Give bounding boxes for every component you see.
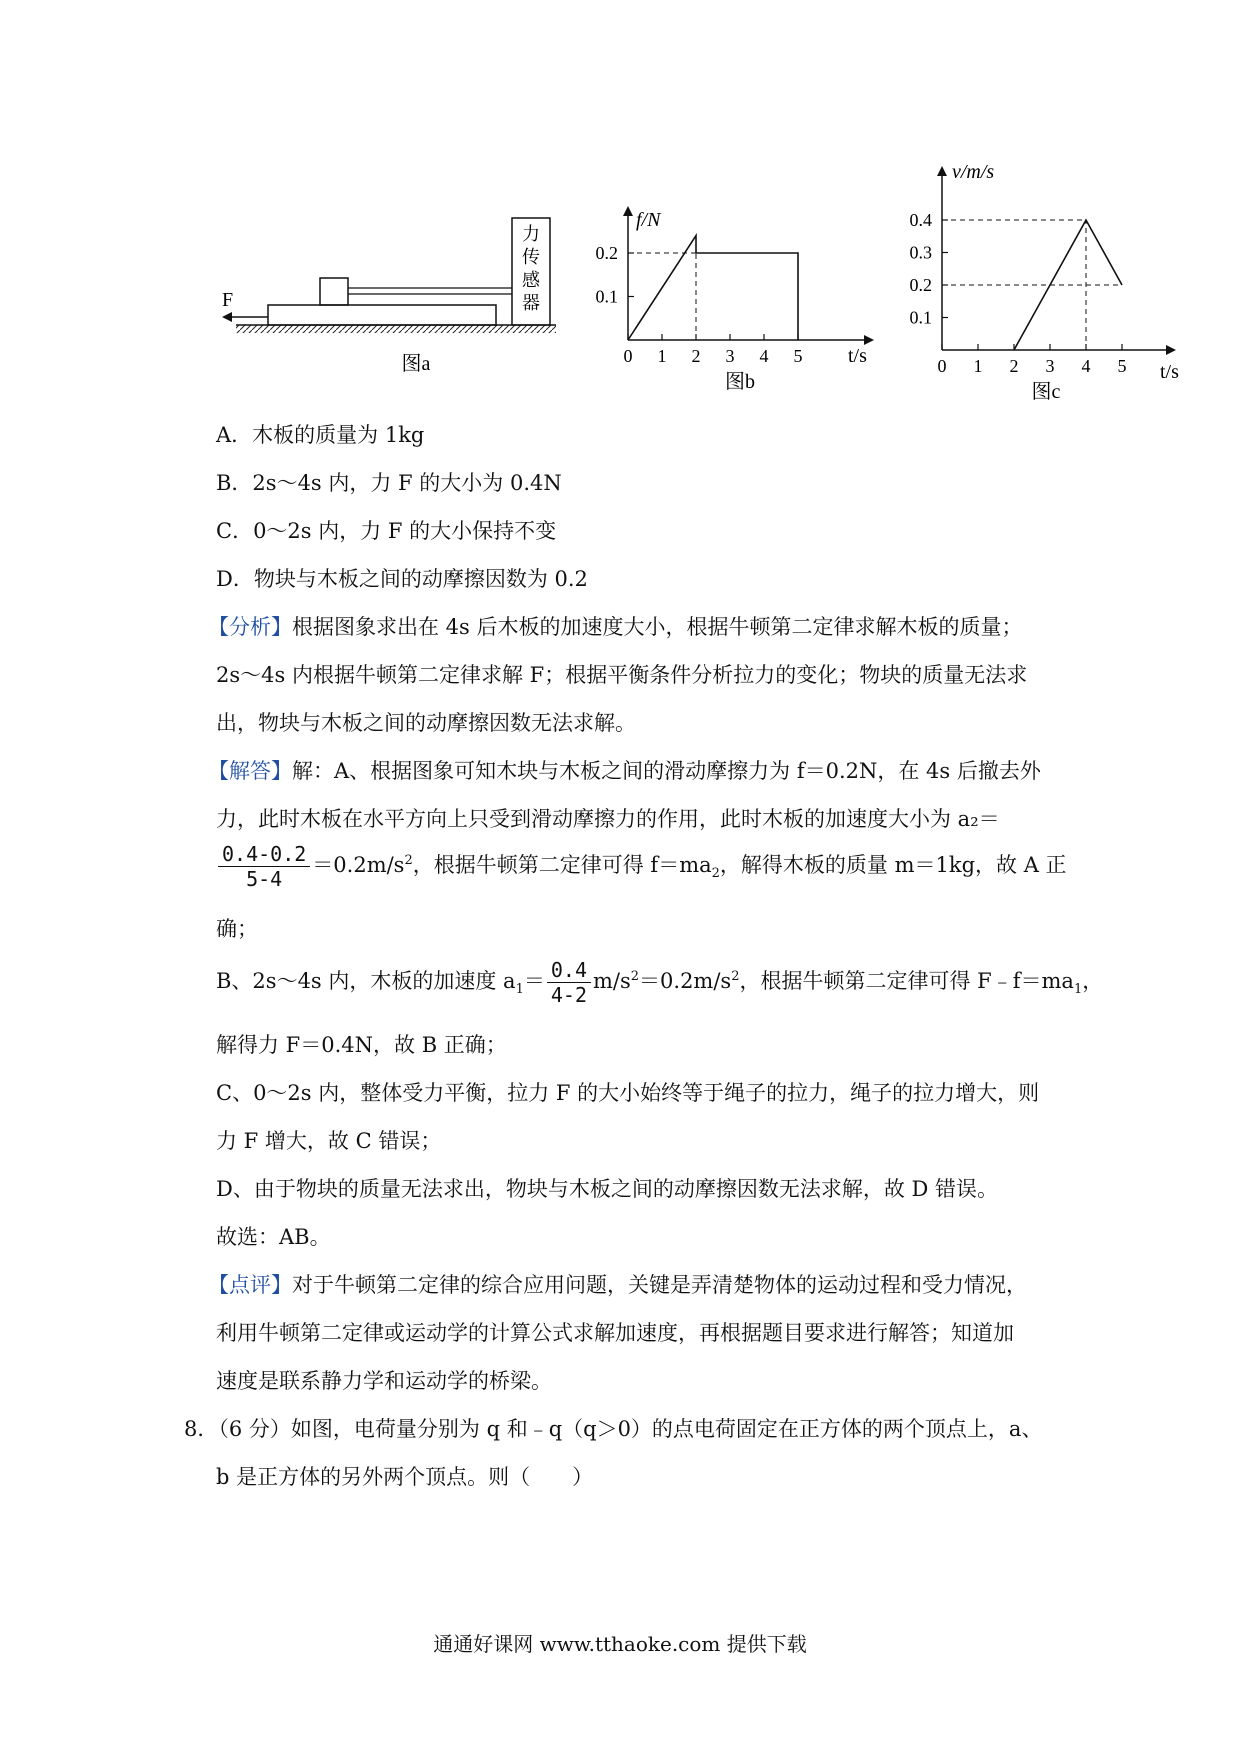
question-8-line-2: b 是正方体的另外两个顶点。则（ ） xyxy=(216,1465,594,1489)
answer-line-10: 故选：AB。 xyxy=(216,1225,331,1249)
question-8-line-1: 8．（6 分）如图，电荷量分别为 q 和﹣q（q＞0）的点电荷固定在正方体的两个顶点上，a、 xyxy=(184,1417,1043,1441)
x-arrow-icon xyxy=(864,335,874,345)
answer-line-2: 力，此时木板在水平方向上只受到滑动摩擦力的作用，此时木板的加速度大小为 a₂＝ xyxy=(216,807,1000,831)
answer-line-6: 解得力 F＝0.4N，故 B 正确； xyxy=(216,1033,507,1057)
answer-text-5c: m/s xyxy=(592,969,631,993)
answer-text-5a: B、2s～4s 内，木板的加速度 a xyxy=(216,969,516,993)
analysis-line-2: 2s～4s 内根据牛顿第二定律求解 F；根据平衡条件分析拉力的变化；物块的质量无法求 xyxy=(216,663,1028,687)
x-tick-label: 2 xyxy=(1009,356,1019,376)
figure-b xyxy=(596,206,875,393)
y-axis-label: v/m/s xyxy=(952,161,995,183)
figure-c xyxy=(910,161,1180,403)
figure-row xyxy=(0,0,1240,420)
footer: 通通好课网 www.tthaoke.com 提供下载 xyxy=(433,1632,807,1656)
fraction-1-den: 5-4 xyxy=(246,867,283,891)
comment-text-1: 对于牛顿第二定律的综合应用问题，关键是弄清楚物体的运动过程和受力情况， xyxy=(292,1273,1027,1297)
y-tick-label: 0.2 xyxy=(909,275,932,295)
caption-b: 图b xyxy=(725,371,755,393)
answer-text-5b: ＝ xyxy=(523,969,545,993)
option-a: A．木板的质量为 1kg xyxy=(216,423,425,447)
answer-text-1: 解：A、根据图象可知木块与木板之间的滑动摩擦力为 f＝0.2N，在 4s 后撤去外 xyxy=(292,759,1041,783)
fraction-2 xyxy=(547,958,591,1007)
figure-a xyxy=(222,218,556,375)
comment-line-3: 速度是联系静力学和运动学的桥梁。 xyxy=(216,1369,552,1393)
analysis-tag: 【分析】 xyxy=(208,615,292,639)
y-arrow-icon xyxy=(623,206,633,216)
answer-line-3: $\frac{0.4-0.2}{5-4}$ $=0.2m/s^2$，根据牛顿第二定律可得 $f=ma_2$，解得木板的质量 m＝1kg，故 A 正 xyxy=(216,842,1067,891)
x-arrow-icon xyxy=(1166,345,1176,355)
answer-line-4: 确； xyxy=(216,917,258,941)
option-c: C．0～2s 内，力 F 的大小保持不变 xyxy=(216,519,557,543)
analysis-text-1: 根据图象求出在 4s 后木板的加速度大小，根据牛顿第二定律求解木板的质量； xyxy=(292,615,1023,639)
x-tick-label: 3 xyxy=(1045,356,1055,376)
answer-text-3b: ，根据牛顿第二定律可得 f＝ma xyxy=(412,853,712,877)
caption-c: 图c xyxy=(1031,381,1061,403)
y-tick-label: 0.1 xyxy=(595,286,618,307)
comment-tag: 【点评】 xyxy=(208,1273,292,1297)
ground-hatch xyxy=(236,325,556,333)
x-axis-label: t/s xyxy=(1160,361,1179,383)
series-line xyxy=(628,236,798,340)
y-arrow-icon xyxy=(937,166,947,176)
y-tick-label: 0.2 xyxy=(595,243,618,263)
analysis-line-3: 出，物块与木板之间的动摩擦因数无法求解。 xyxy=(216,711,636,735)
x-tick-label: 0 xyxy=(937,356,947,376)
caption-a: 图a xyxy=(401,353,431,375)
answer-line-5: B、2s～4s 内，木板的加速度 $a_1=$ $\frac{0.4}{4-2}$ $m/s^2=0.2m/s^2$，根据牛顿第二定律可得 $F﹣f=ma_1$， xyxy=(216,958,1104,1007)
x-tick-label: 1 xyxy=(973,356,983,376)
comment-line-1 xyxy=(208,1270,1027,1300)
y-tick-label: 0.1 xyxy=(909,307,932,328)
analysis-line-1 xyxy=(208,612,1023,642)
answer-line-8: 力 F 增大，故 C 错误； xyxy=(216,1129,442,1153)
fraction-1 xyxy=(218,842,310,891)
x-tick-label: 4 xyxy=(1081,356,1091,376)
answer-text-3c: ，解得木板的质量 m＝1kg，故 A 正 xyxy=(719,853,1067,877)
answer-line-1 xyxy=(208,756,1041,786)
block xyxy=(320,278,348,305)
fraction-2-num: 0.4 xyxy=(547,958,591,983)
option-b: B．2s～4s 内，力 F 的大小为 0.4N xyxy=(216,471,562,495)
sensor-char-3: 感 xyxy=(522,270,540,290)
sensor-char-1: 力 xyxy=(522,224,540,244)
sensor-char-2: 传 xyxy=(522,247,540,267)
board xyxy=(268,305,496,325)
force-label: F xyxy=(222,289,234,311)
answer-text-5f: ， xyxy=(1082,969,1104,993)
answer-tag: 【解答】 xyxy=(208,759,292,783)
x-tick-label: 1 xyxy=(657,346,667,366)
x-tick-label: 0 xyxy=(623,346,633,366)
y-tick-label: 0.4 xyxy=(909,210,932,230)
x-tick-label: 2 xyxy=(691,346,701,366)
answer-text-3a: ＝0.2m/s xyxy=(312,853,405,877)
x-tick-label: 5 xyxy=(793,346,803,366)
y-axis-label: f/N xyxy=(636,209,661,231)
sensor-char-4: 器 xyxy=(522,293,540,313)
figures-svg xyxy=(0,0,1240,420)
y-tick-label: 0.3 xyxy=(909,242,932,263)
arrow-head-icon xyxy=(222,312,232,322)
answer-line-9: D、由于物块的质量无法求出，物块与木板之间的动摩擦因数无法求解，故 D 错误。 xyxy=(216,1177,999,1201)
option-d: D．物块与木板之间的动摩擦因数为 0.2 xyxy=(216,567,588,591)
answer-text-5e: ，根据牛顿第二定律可得 F﹣f＝ma xyxy=(739,969,1074,993)
comment-line-2: 利用牛顿第二定律或运动学的计算公式求解加速度，再根据题目要求进行解答；知道加 xyxy=(216,1321,1014,1345)
answer-text-5d: ＝0.2m/s xyxy=(639,969,732,993)
x-tick-label: 5 xyxy=(1117,356,1127,376)
x-tick-label: 3 xyxy=(725,346,735,366)
fraction-1-num: 0.4-0.2 xyxy=(218,842,310,867)
answer-line-7: C、0～2s 内，整体受力平衡，拉力 F 的大小始终等于绳子的拉力，绳子的拉力增大，则 xyxy=(216,1081,1040,1105)
x-tick-label: 4 xyxy=(759,346,769,366)
x-axis-label: t/s xyxy=(848,345,867,367)
fraction-2-den: 4-2 xyxy=(550,983,587,1007)
